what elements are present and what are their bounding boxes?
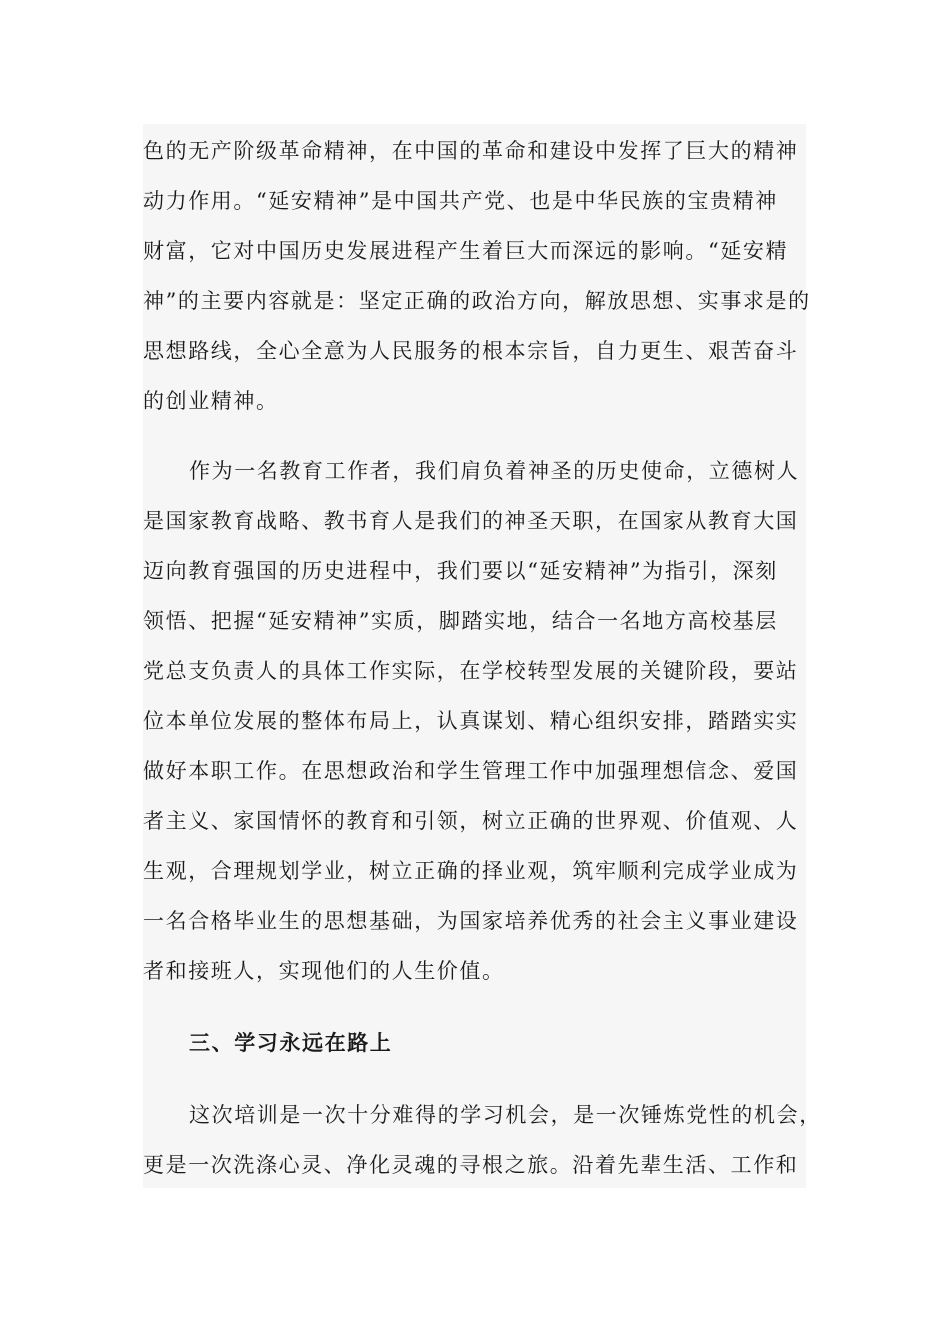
document-page	[143, 124, 822, 1188]
paragraph-training: 这次培训是一次十分难得的学习机会，是一次锤炼党性的机会， 更是一次洗涤心灵、净化灵魂的寻根之旅。沿着先辈生活、工作和	[143, 1103, 822, 1177]
paragraph-yanan-spirit: 色的无产阶级革命精神，在中国的革命和建设中发挥了巨大的精神 动力作用。“延安精神”是中国共产党、也是中华民族的宝贵精神 财富，它对中国历史发展进程产生着巨大而深远的影响。“延安精 神”的主要内容就是：坚定正确的政治方向，解放思想、实事求是的 思想路线，全心全意为人民服务的根本宗旨，自力更生、艰苦奋斗 的创业精神。	[143, 139, 811, 413]
section-heading: 三、学习永远在路上	[189, 1030, 393, 1055]
paragraph-educator-mission: 作为一名教育工作者，我们肩负着神圣的历史使命，立德树人 是国家教育战略、教书育人是我们的神圣天职，在国家从教育大国 迈向教育强国的历史进程中，我们要以“延安精神”为指引，深刻 领悟、把握“延安精神”实质，脚踏实地，结合一名地方高校基层 党总支负责人的具体工作实际，在学校转型发展的关键阶段，要站 位本单位发展的整体布局上，认真谋划、精心组织安排，踏踏实实 做好本职工作。在思想政治和学生管理工作中加强理想信念、爱国 者主义、家国情怀的教育和引领，树立正确的世界观、价值观、人 生观，合理规划学业，树立正确的择业观，筑牢顺利完成学业成为 一名合格毕业生的思想基础，为国家培养优秀的社会主义事业建设 者和接班人，实现他们的人生价值。	[143, 459, 800, 983]
